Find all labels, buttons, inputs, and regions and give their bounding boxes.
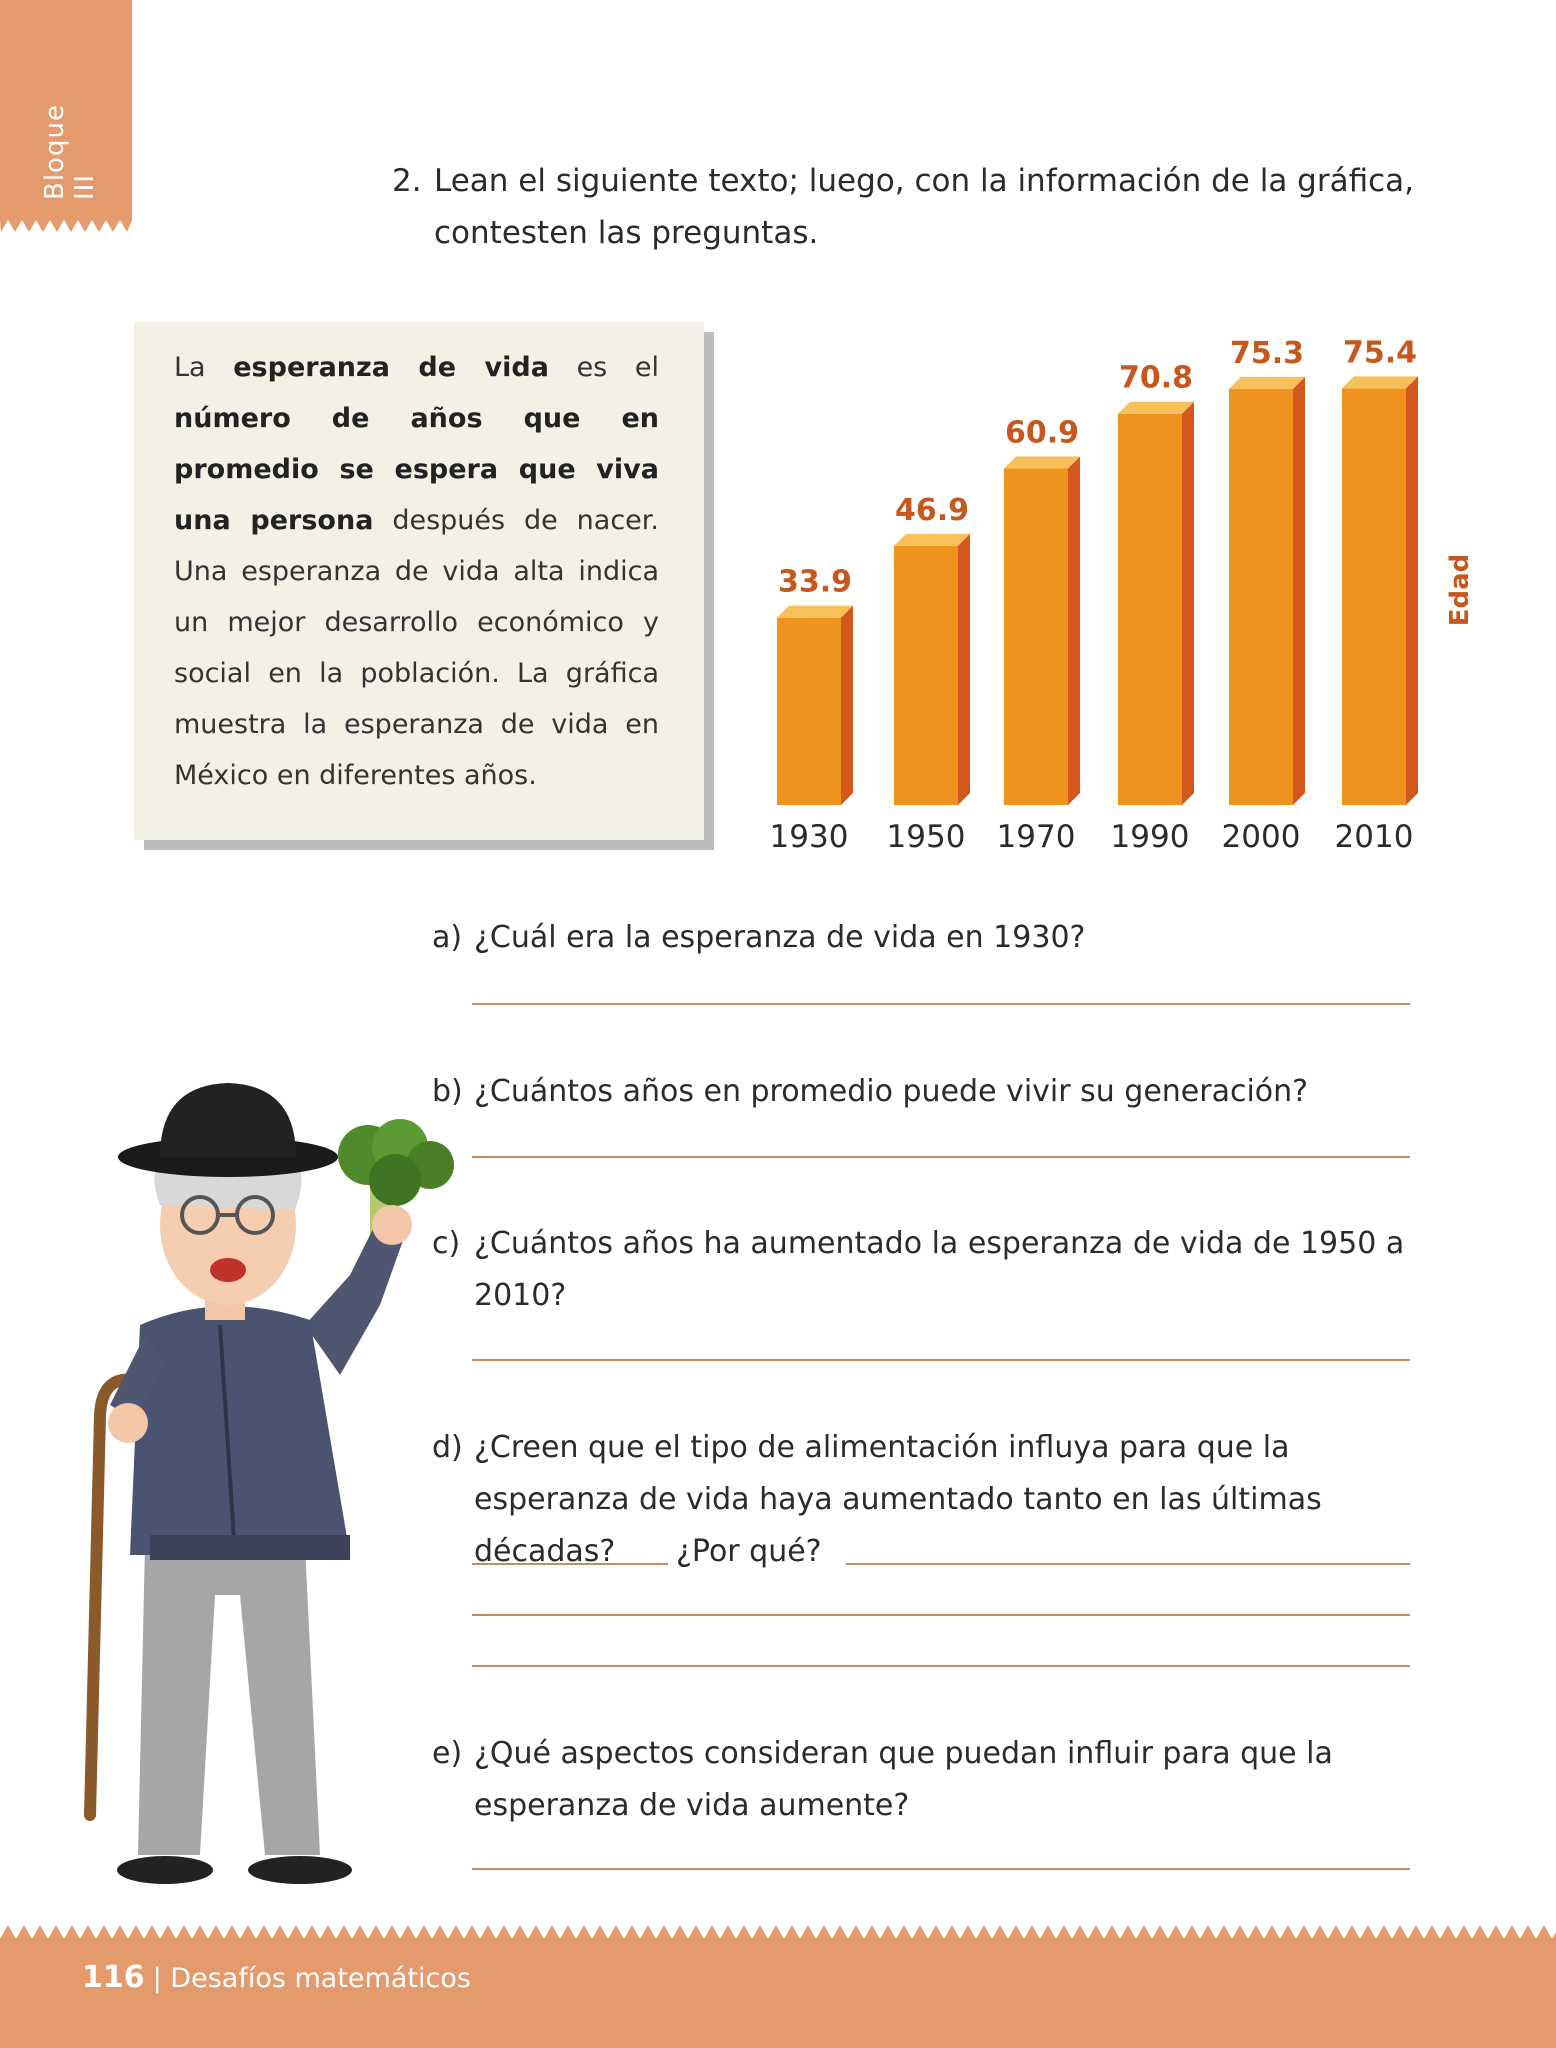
instruction xyxy=(392,155,1422,259)
definition-part2: es el xyxy=(548,352,659,383)
question-b-label: b) xyxy=(432,1074,463,1109)
tab-zigzag-edge xyxy=(0,220,132,234)
definition-part3: después de nacer. Una esperanza de vida alta indica un mejor desarrollo económico y social en la población. La gráfica muestra la esperanza de vida en México en diferentes años. xyxy=(174,505,659,791)
block-label: Bloque III xyxy=(40,104,100,200)
bar-2000 xyxy=(1229,377,1305,805)
category-label-1990: 1990 xyxy=(1110,819,1190,855)
question-e-label: e) xyxy=(432,1736,463,1771)
answer-line-d1[interactable] xyxy=(846,1563,1410,1565)
bar-2010 xyxy=(1342,376,1418,805)
value-label-1990: 70.8 xyxy=(1118,360,1194,396)
question-d-text: ¿Creen que el tipo de alimentación influya para que la esperanza de vida haya aumentado tanto en las últimas décadas? xyxy=(474,1430,1322,1569)
definition-highlight: número de años que en promedio se espera que viva una persona xyxy=(174,403,659,536)
question-a-text: ¿Cuál era la esperanza de vida en 1930? xyxy=(474,920,1086,955)
bar-1990 xyxy=(1118,402,1194,805)
life-expectancy-chart xyxy=(770,320,1490,860)
value-label-1970: 60.9 xyxy=(1004,415,1080,451)
instruction-number: 2. xyxy=(392,163,422,199)
answer-line-c[interactable] xyxy=(472,1359,1410,1361)
category-label-1970: 1970 xyxy=(996,819,1076,855)
question-c xyxy=(432,1218,1410,1322)
answer-line-e[interactable] xyxy=(472,1868,1410,1870)
elderly-man-illustration xyxy=(50,1075,470,1905)
question-d-label: d) xyxy=(432,1430,463,1465)
category-label-2000: 2000 xyxy=(1221,819,1301,855)
question-c-text: ¿Cuántos años ha aumentado la esperanza de vida de 1950 a 2010? xyxy=(474,1226,1405,1313)
question-b-text: ¿Cuántos años en promedio puede vivir su generación? xyxy=(474,1074,1309,1109)
value-label-2000: 75.3 xyxy=(1229,335,1305,371)
question-a xyxy=(432,912,1410,964)
book-title: | Desafíos matemáticos xyxy=(152,1963,471,1994)
instruction-text: Lean el siguiente texto; luego, con la información de la gráfica, contesten las preguntas. xyxy=(434,163,1415,251)
page-number: 116 xyxy=(82,1960,145,1995)
bar-1970 xyxy=(1004,456,1080,805)
answer-line-b[interactable] xyxy=(472,1156,1410,1158)
definition-term: esperanza de vida xyxy=(233,352,549,383)
question-c-label: c) xyxy=(432,1226,461,1261)
category-label-1950: 1950 xyxy=(886,819,966,855)
question-d xyxy=(432,1422,1410,1578)
category-label-1930: 1930 xyxy=(770,819,849,855)
question-e xyxy=(432,1728,1410,1832)
block-tab xyxy=(0,0,132,220)
definition-part1: La xyxy=(174,352,234,383)
value-label-1930: 33.9 xyxy=(777,564,853,600)
question-d-follow: ¿Por qué? xyxy=(676,1534,822,1569)
answer-line-d3[interactable] xyxy=(472,1665,1410,1667)
bar-1930 xyxy=(777,606,853,805)
question-b xyxy=(432,1066,1410,1118)
answer-line-d-short[interactable] xyxy=(472,1563,668,1565)
footer-zigzag-edge xyxy=(0,1923,1556,1939)
value-label-2010: 75.4 xyxy=(1342,335,1418,371)
question-a-label: a) xyxy=(432,920,463,955)
answer-line-a[interactable] xyxy=(472,1003,1410,1005)
value-label-1950: 46.9 xyxy=(894,492,970,528)
bar-1950 xyxy=(894,534,970,805)
question-e-text: ¿Qué aspectos consideran que puedan influir para que la esperanza de vida aumente? xyxy=(474,1736,1333,1823)
category-label-2010: 2010 xyxy=(1334,819,1414,855)
answer-line-d2[interactable] xyxy=(472,1614,1410,1616)
footer-text xyxy=(82,1960,471,1995)
definition-box xyxy=(134,322,704,840)
y-axis-label: Edad xyxy=(1445,553,1475,627)
definition-text xyxy=(174,342,659,801)
